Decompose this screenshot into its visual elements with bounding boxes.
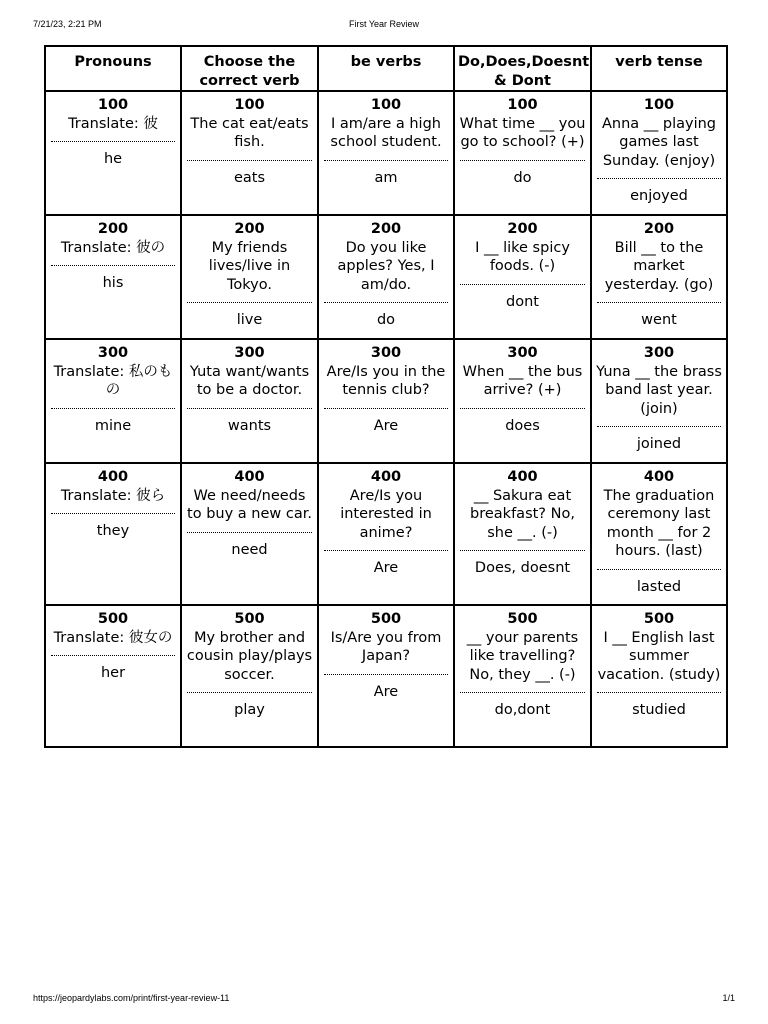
category-header-row — [45, 46, 727, 91]
answer-divider — [187, 408, 312, 409]
point-value: 500 — [97, 611, 129, 627]
clue-cell — [318, 463, 454, 605]
clue-question: Translate: 彼ら — [60, 487, 166, 504]
clue-question: I __ English last summer vacation. (study) — [597, 629, 721, 683]
clue-question: Translate: 私のもの — [53, 363, 173, 398]
answer-divider — [324, 674, 448, 675]
clue-question: I __ like spicy foods. (-) — [475, 239, 570, 274]
point-value: 200 — [643, 221, 675, 237]
clue-cell — [181, 339, 318, 463]
answer-divider — [51, 408, 175, 409]
point-value: 200 — [97, 221, 129, 237]
clue-answer: wants — [227, 417, 272, 434]
answer-divider — [460, 550, 585, 551]
clue-answer: Does, doesnt — [474, 560, 571, 576]
point-value: 500 — [643, 611, 675, 627]
point-value: 500 — [234, 611, 265, 627]
point-value: 500 — [370, 611, 402, 627]
print-datetime: 7/21/23, 2:21 PM — [33, 19, 102, 29]
clue-cell — [454, 215, 591, 339]
clue-answer: studied — [632, 702, 686, 718]
clue-question: My friends lives/live in Tokyo. — [208, 239, 291, 293]
board-row — [45, 339, 727, 463]
clue-question: Anna __ playing games last Sunday. (enjoy) — [601, 115, 717, 169]
clue-answer: does — [505, 417, 540, 434]
clue-cell — [591, 215, 727, 339]
clue-answer: her — [100, 665, 126, 681]
point-value: 400 — [507, 469, 538, 485]
answer-divider — [460, 284, 585, 285]
clue-answer: Are — [373, 417, 399, 434]
answer-divider — [597, 569, 721, 570]
clue-answer: eats — [233, 169, 266, 186]
point-value: 100 — [507, 97, 538, 113]
clue-cell — [591, 463, 727, 605]
clue-cell — [591, 91, 727, 215]
clue-cell — [454, 91, 591, 215]
point-value: 100 — [234, 97, 265, 113]
clue-question: Bill __ to the market yesterday. (go) — [604, 239, 714, 293]
clue-answer: do — [376, 312, 396, 328]
clue-answer: play — [234, 702, 265, 718]
clue-answer: lasted — [636, 578, 682, 595]
point-value: 300 — [370, 345, 402, 361]
clue-question: __ your parents like travelling? No, they __. (-) — [466, 629, 579, 683]
clue-cell — [318, 215, 454, 339]
answer-divider — [460, 160, 585, 161]
clue-question: The graduation ceremony last month __ for 2 hours. (last) — [603, 487, 715, 559]
clue-cell — [45, 215, 181, 339]
clue-answer: mine — [94, 417, 132, 434]
clue-cell — [454, 605, 591, 747]
point-value: 200 — [507, 221, 538, 237]
clue-cell — [454, 463, 591, 605]
clue-question: __ Sakura eat breakfast? No, she __. (-) — [470, 487, 575, 541]
print-url: https://jeopardylabs.com/print/first-year-review-11 — [33, 993, 230, 1003]
board-row — [45, 215, 727, 339]
point-value: 100 — [370, 97, 402, 113]
point-value: 300 — [234, 345, 265, 361]
clue-answer: went — [641, 312, 677, 328]
board-body — [45, 91, 727, 747]
clue-cell — [181, 215, 318, 339]
clue-answer: he — [103, 151, 123, 167]
clue-cell — [45, 463, 181, 605]
clue-answer: his — [102, 275, 124, 291]
clue-answer: joined — [636, 436, 682, 452]
clue-answer: do — [513, 169, 532, 186]
answer-divider — [324, 302, 448, 303]
clue-cell — [318, 339, 454, 463]
clue-answer: dont — [506, 293, 539, 310]
clue-answer: enjoyed — [630, 188, 688, 204]
category-header: verb tense — [591, 46, 727, 91]
answer-divider — [597, 302, 721, 303]
clue-cell — [45, 339, 181, 463]
print-title: First Year Review — [348, 19, 420, 29]
answer-divider — [324, 550, 448, 551]
clue-cell — [591, 605, 727, 747]
answer-divider — [51, 141, 175, 142]
clue-cell — [181, 605, 318, 747]
board-row — [45, 91, 727, 215]
clue-answer: am — [374, 169, 398, 186]
clue-answer: do,dont — [494, 702, 551, 718]
answer-divider — [597, 178, 721, 179]
point-value: 400 — [234, 469, 265, 485]
answer-divider — [597, 426, 721, 427]
clue-question: Translate: 彼の — [60, 239, 166, 256]
answer-divider — [187, 302, 312, 303]
clue-question: Is/Are you from Japan? — [330, 629, 442, 664]
clue-question: Do you like apples? Yes, I am/do. — [337, 239, 435, 293]
answer-divider — [460, 408, 585, 409]
clue-question: I am/are a high school student. — [330, 115, 442, 150]
clue-question: The cat eat/eats fish. — [190, 115, 309, 150]
jeopardy-board — [44, 45, 728, 748]
point-value: 400 — [643, 469, 675, 485]
category-header: Choose the correct verb — [181, 46, 318, 91]
answer-divider — [187, 532, 312, 533]
point-value: 300 — [643, 345, 675, 361]
clue-question: What time __ you go to school? (+) — [459, 115, 586, 150]
point-value: 200 — [234, 221, 265, 237]
point-value: 100 — [643, 97, 675, 113]
clue-answer: they — [96, 523, 130, 539]
clue-answer: need — [231, 541, 268, 558]
point-value: 500 — [507, 611, 538, 627]
clue-cell — [181, 91, 318, 215]
clue-cell — [45, 91, 181, 215]
clue-cell — [45, 605, 181, 747]
point-value: 300 — [507, 345, 538, 361]
category-header: Do,Does,Doesnt & Dont — [454, 46, 591, 91]
clue-question: Translate: 彼女の — [53, 629, 173, 646]
answer-divider — [597, 692, 721, 693]
clue-question: Are/Is you interested in anime? — [340, 487, 432, 541]
answer-divider — [324, 408, 448, 409]
point-value: 100 — [97, 97, 129, 113]
page-number: 1/1 — [722, 993, 735, 1003]
point-value: 400 — [370, 469, 402, 485]
answer-divider — [460, 692, 585, 693]
answer-divider — [51, 513, 175, 514]
point-value: 300 — [97, 345, 129, 361]
answer-divider — [187, 692, 312, 693]
category-header: be verbs — [318, 46, 454, 91]
clue-question: Yuta want/wants to be a doctor. — [189, 363, 310, 398]
point-value: 200 — [370, 221, 402, 237]
answer-divider — [51, 265, 175, 266]
clue-answer: Are — [373, 560, 399, 576]
clue-cell — [181, 463, 318, 605]
category-header: Pronouns — [45, 46, 181, 91]
point-value: 400 — [97, 469, 129, 485]
clue-question: Translate: 彼 — [68, 115, 158, 132]
answer-divider — [187, 160, 312, 161]
clue-cell — [591, 339, 727, 463]
clue-question: My brother and cousin play/plays soccer. — [186, 629, 313, 683]
clue-question: When __ the bus arrive? (+) — [462, 363, 583, 398]
clue-answer: live — [236, 312, 263, 328]
clue-cell — [318, 605, 454, 747]
answer-divider — [324, 160, 448, 161]
clue-answer: Are — [373, 683, 399, 700]
board-row — [45, 605, 727, 747]
board-row — [45, 463, 727, 605]
clue-question: Are/Is you in the tennis club? — [326, 363, 446, 398]
clue-question: Yuna __ the brass band last year. (join) — [596, 363, 722, 417]
clue-cell — [454, 339, 591, 463]
answer-divider — [51, 655, 175, 656]
clue-cell — [318, 91, 454, 215]
clue-question: We need/needs to buy a new car. — [187, 487, 312, 522]
